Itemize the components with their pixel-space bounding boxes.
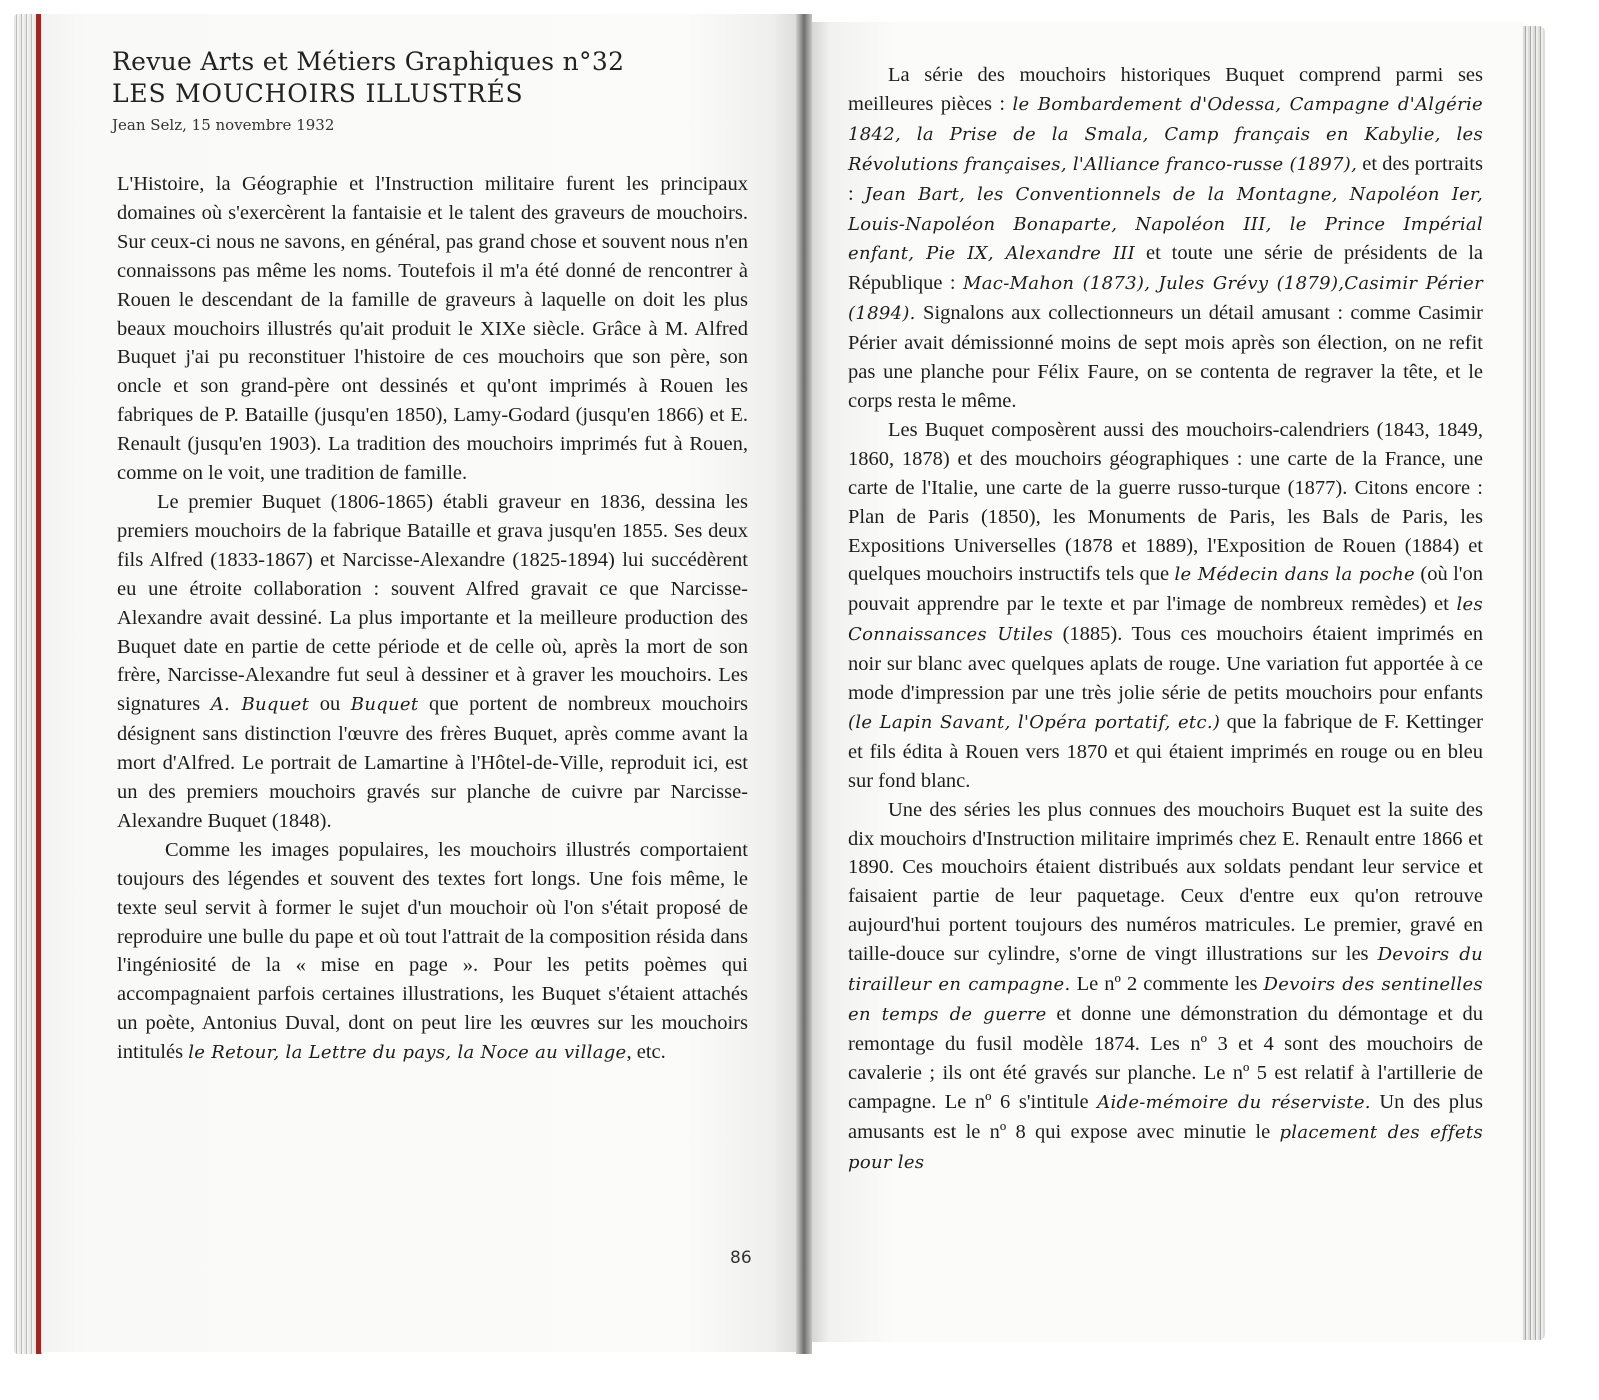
body-text: (1885). Tous ces mouchoirs étaient imprimés en noir sur blanc avec quelques aplats de rouge. Une variation fut apportée à ce mode d'impression par une très jolie série de petits mouchoirs pour enfants [848,623,1483,705]
body-text: Le premier Buquet (1806-1865) établi graveur en 1836, dessina les premiers mouchoirs de la fabrique Bataille et grava jusqu'en 1855. Ses deux fils Alfred (1833-1867) et Narcisse-Alexandre (1825-1894) lui succédèrent eu une étroite collaboration : souvent Alfred gravait ce que Narcisse-Alexandre avait dessiné. La plus importante et la meilleure production des Buquet date en partie de cette période et de celle où, après la mort de son frère, Narcisse-Alexandre fut seul à dessiner et à graver les mouchoirs. Les signatures [117,490,748,716]
body-text: Un des plus amusants est le nº 8 qui expose avec minutie le [848,1090,1483,1143]
body-text: (où l'on pouvait apprendre par le texte et par l'image de nombreux remèdes) et [848,563,1483,616]
right-page-edges [1523,26,1545,1340]
italic-title-text: Mac-Mahon (1873), Jules Grévy (1879),Casimir Périer (1894). [848,273,1483,325]
italic-title-text: Devoirs du tirailleur en campagne. [848,944,1483,996]
right-page-body [848,61,1483,1177]
body-text: La série des mouchoirs historiques Buquet comprend parmi ses meilleures pièces : [848,64,1483,115]
article-header [112,46,752,136]
italic-title-text: le Retour, la Lettre du pays, la Noce au village [188,1042,627,1064]
italic-title-text: le Médecin dans la poche [1174,564,1415,586]
author-date-byline: Jean Selz, 15 novembre 1932 [112,116,335,134]
book-spine-gutter [796,14,812,1354]
body-text: , etc. [626,1041,666,1064]
body-text: et donne une démonstration du démontage et du remontage du fusil modèle 1874. Les nº 3 et 4 sont des mouchoirs de cavalerie ; ils ont été gravés sur planche. Le nº 5 est relatif à l'artillerie de campagne. Le nº 6 s'intitule [848,1003,1484,1113]
body-text: Comme les images populaires, les mouchoirs illustrés comportaient toujours des légendes et souvent des textes fort longs. Une fois même, le texte seul servit à former le sujet d'un mouchoir où l'on s'était proposé de reproduire une bulle du pape et où tout l'attrait de la composition résida dans l'ingéniosité de la « mise en page ». Pour les petits poèmes qui accompagnaient parfois certaines illustrations, les Buquet s'étaient attachés un poète, Antonius Duval, dont on peut lire les œuvres sur les mouchoirs intitulés [117,838,748,1064]
italic-title-text: Devoirs des sentinelles en temps de guerre [848,974,1483,1025]
paragraph [848,416,1483,796]
body-text: Le nº 2 commente les [1070,973,1264,996]
italic-title-text: le Bombardement d'Odessa, Campagne d'Algérie 1842, la Prise de la Smala, Camp français en Kabylie, les Révolutions françaises, l'Alliance franco-russe (1897), [848,93,1483,175]
paragraph [848,796,1483,1178]
body-text: Une des séries les plus connues des mouchoirs Buquet est la suite des dix mouchoirs d'Instruction militaire imprimés chez E. Renault entre 1866 et 1890. Ces mouchoirs étaient distribués aux soldats pendant leur service et faisaient partie de leur paquetage. Ceux d'entre eux qu'on retrouve aujourd'hui portent toujours des numéros matricules. Le premier, gravé en taille-douce sur cylindre, s'orne de vingt illustrations sur les [848,798,1483,966]
page-number: 86 [730,1248,752,1268]
body-text: et toute une série de présidents de la République : [848,242,1483,295]
article-title: LES MOUCHOIRS ILLUSTRÉS [112,79,524,108]
body-text: ou [309,693,351,716]
paragraph [848,61,1483,416]
italic-title-text: Jean Bart, les Conventionnels de la Montagne, Napoléon Ier, Louis-Napoléon Bonaparte, Napoléon III, le Prince Impérial enfant, Pie IX, Alexandre III [848,183,1483,265]
body-text: L'Histoire, la Géographie et l'Instruction militaire furent les principaux domaines où s'exercèrent la fantaisie et le talent des graveurs de mouchoirs. Sur ceux-ci nous ne savons, en général, pas grand chose et souvent nous n'en connaissons pas même les noms. Toutefois il m'a été donné de rencontrer à Rouen le descendant de la famille de graveurs à laquelle on doit les plus beaux mouchoirs illustrés qu'ait produit le XIXe siècle. Grâce à M. Alfred Buquet j'ai pu reconstituer l'histoire de ces mouchoirs que son père, son oncle et son grand-père ont dessinés et qu'ont imprimés à Rouen les fabriques de P. Bataille (jusqu'en 1850), Lamy-Godard (jusqu'en 1866) et E. Renault (jusqu'en 1903). La tradition des mouchoirs imprimés fut à Rouen, comme on le voit, une tradition de famille. [117,173,748,485]
body-text: que la fabrique de F. Kettinger et fils édita à Rouen vers 1870 et qui étaient imprimés en rouge ou en bleu sur fond blanc. [848,710,1483,792]
italic-title-text: (le Lapin Savant, l'Opéra portatif, etc.) [848,711,1221,733]
italic-title-text: A. Buquet [210,694,310,716]
paragraph [117,488,748,836]
body-text: Les Buquet composèrent aussi des mouchoirs-calendriers (1843, 1849, 1860, 1878) et des mouchoirs géographiques : une carte de la France, une carte de l'Italie, une carte de la guerre russo-turque (1877). Citons encore : Plan de Paris (1850), les Monuments de Paris, les Bals de Paris, les Expositions Universelles (1878 et 1889), l'Exposition de Rouen (1884) et quelques mouchoirs instructifs tels que [848,418,1483,586]
paragraph [117,836,748,1068]
italic-title-text: Buquet [350,694,419,716]
italic-title-text: les Connaissances Utiles [848,594,1483,646]
paragraph [117,170,748,488]
body-text: et des portraits : [848,152,1483,205]
body-text: que portent de nombreux mouchoirs désignent sans distinction l'œuvre des frères Buquet, après comme avant la mort d'Alfred. Le portrait de Lamartine à l'Hôtel-de-Ville, reproduit ici, est un des premiers mouchoirs gravés sur planche de cuivre par Narcisse-Alexandre Buquet (1848). [117,693,749,832]
italic-title-text: placement des effets pour les [848,1121,1483,1173]
left-page-body [117,170,748,1068]
body-text: Signalons aux collectionneurs un détail amusant : comme Casimir Périer avait démissionné moins de sept mois après son élection, on ne refit pas une planche pour Félix Faure, on se contenta de regraver la tête, et le corps resta le même. [848,302,1483,412]
italic-title-text: Aide-mémoire du réserviste. [1097,1091,1371,1113]
publication-title: Revue Arts et Métiers Graphiques n°32 [112,47,625,76]
